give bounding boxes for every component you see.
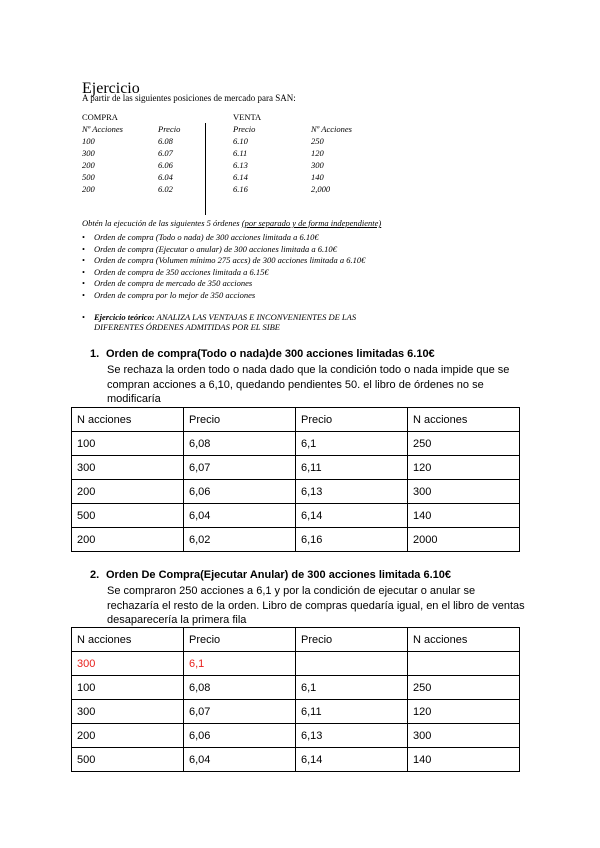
venta-header-precio: Precio bbox=[233, 124, 256, 134]
compra-cell: 200 bbox=[82, 160, 95, 170]
table-cell: 6,07 bbox=[184, 456, 296, 480]
orders-instruction bbox=[82, 218, 381, 228]
table-cell: 300 bbox=[72, 456, 184, 480]
table-cell: 500 bbox=[72, 748, 184, 772]
table-cell: 300 bbox=[408, 724, 520, 748]
order-item: • Orden de compra de 350 acciones limitada a 6.15€ bbox=[82, 267, 365, 279]
compra-header-acciones: Nº Acciones bbox=[82, 124, 123, 134]
table-header-cell: N acciones bbox=[408, 628, 520, 652]
venta-book bbox=[233, 111, 373, 201]
table-row-highlight bbox=[72, 652, 520, 676]
venta-cell: 2,000 bbox=[311, 184, 331, 194]
section2-title: Orden De Compra(Ejecutar Anular) de 300 acciones limitada 6.10€ bbox=[106, 569, 451, 581]
table-cell: 6,1 bbox=[296, 432, 408, 456]
theory-line-2: DIFERENTES ÓRDENES ADMITIDAS POR EL SIBE bbox=[94, 322, 280, 332]
table-cell: 100 bbox=[72, 432, 184, 456]
table-row bbox=[72, 528, 520, 552]
orders-instruction-underlined: (por separado y de forma independiente) bbox=[241, 218, 382, 228]
compra-cell: 6.02 bbox=[158, 184, 173, 194]
table-cell: 6,02 bbox=[184, 528, 296, 552]
section2-heading bbox=[90, 569, 451, 581]
table-cell: 140 bbox=[408, 504, 520, 528]
table-header-row bbox=[72, 408, 520, 432]
table-cell: 6,14 bbox=[296, 504, 408, 528]
table-cell: 200 bbox=[72, 480, 184, 504]
venta-cell: 250 bbox=[311, 136, 324, 146]
table-header-cell: Precio bbox=[184, 628, 296, 652]
section1-table bbox=[71, 407, 520, 552]
venta-cell: 120 bbox=[311, 148, 324, 158]
table-cell: 6,07 bbox=[184, 700, 296, 724]
table-cell: 6,13 bbox=[296, 480, 408, 504]
compra-cell: 200 bbox=[82, 184, 95, 194]
theory-line-1: ANALIZA LAS VENTAJAS E INCONVENIENTES DE LAS bbox=[156, 312, 357, 322]
compra-cell: 6.06 bbox=[158, 160, 173, 170]
table-header-cell: Precio bbox=[296, 628, 408, 652]
table-cell: 500 bbox=[72, 504, 184, 528]
order-item: • Orden de compra por lo mejor de 350 acciones bbox=[82, 290, 365, 302]
table-row bbox=[72, 676, 520, 700]
table-cell bbox=[408, 652, 520, 676]
highlight-cell: 6,1 bbox=[184, 652, 296, 676]
table-cell: 6,08 bbox=[184, 432, 296, 456]
compra-cell: 300 bbox=[82, 148, 95, 158]
venta-cell: 6.14 bbox=[233, 172, 248, 182]
table-cell: 6,06 bbox=[184, 480, 296, 504]
section1-number: 1. bbox=[90, 348, 100, 360]
compra-label: COMPRA bbox=[82, 112, 118, 122]
section1-title: Orden de compra(Todo o nada)de 300 acciones limitadas 6.10€ bbox=[106, 348, 435, 360]
venta-header-acciones: Nº Acciones bbox=[311, 124, 352, 134]
table-row bbox=[72, 504, 520, 528]
section1-body: Se rechaza la orden todo o nada dado que la condición todo o nada impide que se compran acciones a 6,10, quedando pendientes 50. el libro de órdenes no se modificaría bbox=[107, 364, 510, 405]
table-cell: 300 bbox=[72, 700, 184, 724]
table-header-cell: N acciones bbox=[72, 408, 184, 432]
theory-exercise bbox=[82, 312, 356, 332]
exercise-intro: A partir de las siguientes posiciones de mercado para SAN: bbox=[82, 93, 296, 103]
venta-cell: 6.13 bbox=[233, 160, 248, 170]
venta-cell: 140 bbox=[311, 172, 324, 182]
highlight-cell: 300 bbox=[72, 652, 184, 676]
compra-cell: 500 bbox=[82, 172, 95, 182]
compra-cell: 6.07 bbox=[158, 148, 173, 158]
compra-cell: 6.04 bbox=[158, 172, 173, 182]
venta-cell: 6.11 bbox=[233, 148, 248, 158]
order-item: • Orden de compra (Volumen mínimo 275 accs) de 300 acciones limitada a 6.10€ bbox=[82, 255, 365, 267]
table-cell: 250 bbox=[408, 432, 520, 456]
table-cell: 6,16 bbox=[296, 528, 408, 552]
table-cell: 120 bbox=[408, 456, 520, 480]
section2-table bbox=[71, 627, 520, 772]
table-cell: 120 bbox=[408, 700, 520, 724]
table-row bbox=[72, 700, 520, 724]
table-cell: 100 bbox=[72, 676, 184, 700]
table-cell: 6,11 bbox=[296, 700, 408, 724]
table-cell: 6,11 bbox=[296, 456, 408, 480]
order-item: • Orden de compra de mercado de 350 acciones bbox=[82, 278, 365, 290]
table-header-cell: Precio bbox=[184, 408, 296, 432]
orders-instruction-text: Obtén la ejecución de las siguientes 5 órdenes bbox=[82, 218, 242, 228]
venta-cell: 6.10 bbox=[233, 136, 248, 146]
table-header-row bbox=[72, 628, 520, 652]
table-cell: 6,06 bbox=[184, 724, 296, 748]
theory-label: Ejercicio teórico: bbox=[94, 312, 155, 322]
table-cell: 6,13 bbox=[296, 724, 408, 748]
order-item: • Orden de compra (Todo o nada) de 300 acciones limitada a 6.10€ bbox=[82, 232, 365, 244]
table-row bbox=[72, 748, 520, 772]
compra-header-precio: Precio bbox=[158, 124, 181, 134]
table-cell: 140 bbox=[408, 748, 520, 772]
table-cell: 6,1 bbox=[296, 676, 408, 700]
table-header-cell: N acciones bbox=[72, 628, 184, 652]
venta-cell: 6.16 bbox=[233, 184, 248, 194]
table-cell: 2000 bbox=[408, 528, 520, 552]
table-cell: 6,04 bbox=[184, 748, 296, 772]
venta-label: VENTA bbox=[233, 112, 262, 122]
table-cell: 6,14 bbox=[296, 748, 408, 772]
table-row bbox=[72, 432, 520, 456]
table-row bbox=[72, 480, 520, 504]
table-row bbox=[72, 724, 520, 748]
table-cell: 200 bbox=[72, 724, 184, 748]
section2-body: Se compraron 250 acciones a 6,1 y por la condición de ejecutar o anular se rechazaría el resto de la orden. Libro de compras quedaría igual, en el libro de ventas desaparecería la primera fila bbox=[107, 585, 525, 626]
exercise-title: Ejercicio bbox=[82, 80, 140, 97]
compra-cell: 100 bbox=[82, 136, 95, 146]
table-cell bbox=[296, 652, 408, 676]
venta-cell: 300 bbox=[311, 160, 324, 170]
compra-cell: 6.08 bbox=[158, 136, 173, 146]
table-cell: 6,08 bbox=[184, 676, 296, 700]
column-divider bbox=[205, 123, 206, 215]
order-item: • Orden de compra (Ejecutar o anular) de 300 acciones limitada a 6.10€ bbox=[82, 244, 365, 256]
compra-book bbox=[82, 111, 202, 201]
table-cell: 300 bbox=[408, 480, 520, 504]
section1-heading bbox=[90, 348, 435, 360]
orders-list bbox=[82, 232, 365, 301]
table-header-cell: N acciones bbox=[408, 408, 520, 432]
table-header-cell: Precio bbox=[296, 408, 408, 432]
table-row bbox=[72, 456, 520, 480]
bullet-icon: • bbox=[82, 312, 85, 322]
table-cell: 250 bbox=[408, 676, 520, 700]
table-cell: 6,04 bbox=[184, 504, 296, 528]
table-cell: 200 bbox=[72, 528, 184, 552]
section2-number: 2. bbox=[90, 569, 100, 581]
